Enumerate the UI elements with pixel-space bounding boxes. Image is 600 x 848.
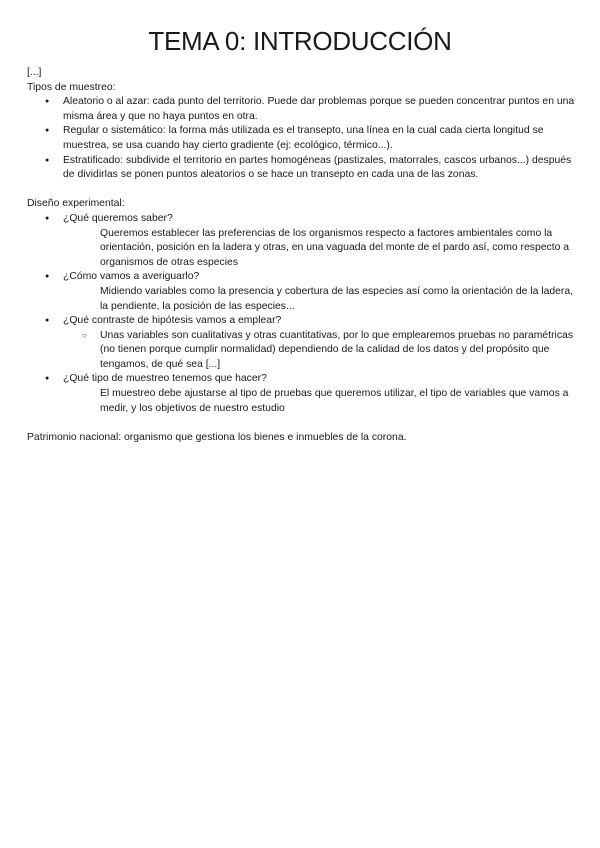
question-text: ● ¿Qué tipo de muestreo tenemos que hacer? bbox=[63, 373, 267, 385]
document-body bbox=[27, 66, 577, 445]
experimental-design-heading: Diseño experimental: bbox=[27, 198, 125, 210]
list-item: ● Aleatorio o al azar: cada punto del territorio. Puede dar problemas porque se pueden concentrar puntos en una misma área y que no haya puntos en otra. bbox=[27, 95, 577, 124]
page-title: TEMA 0: INTRODUCCIÓN bbox=[148, 26, 452, 56]
list-item bbox=[27, 314, 577, 372]
list-item bbox=[27, 212, 577, 270]
question-text: ● ¿Cómo vamos a averiguarlo? bbox=[63, 271, 200, 283]
ellipsis-marker: [...] bbox=[27, 67, 42, 78]
sampling-types-list bbox=[27, 95, 577, 183]
list-item: ● Estratificado: subdivide el territorio en partes homogéneas (pastizales, matorrales, cascos urbanos...) después de dividirlas se ponen puntos aleatorios o se hace un transepto en cada una de las zonas. bbox=[27, 154, 577, 183]
question-text: ● ¿Qué contraste de hipótesis vamos a emplear? bbox=[63, 315, 282, 327]
sub-list-item: ○ Unas variables son cualitativas y otras cuantitativas, por lo que emplearemos pruebas no paramétricas (no tienen porque cumplir normalidad) dependiendo de la calidad de los datos y del propósito que tengamos, de qué sea [...] bbox=[63, 329, 577, 373]
sampling-types-heading: Tipos de muestreo: bbox=[27, 81, 116, 93]
spacer bbox=[27, 183, 577, 198]
spacer bbox=[27, 416, 577, 431]
patrimonio-paragraph: Patrimonio nacional: organismo que gestiona los bienes e inmuebles de la corona. bbox=[27, 431, 407, 443]
list-item bbox=[27, 270, 577, 314]
list-item bbox=[27, 372, 577, 416]
answer-text: El muestreo debe ajustarse al tipo de pruebas que queremos utilizar, el tipo de variables que vamos a medir, y los objetivos de nuestro estudio bbox=[100, 388, 569, 414]
list-item: ● Regular o sistemático: la forma más utilizada es el transepto, una línea en la cual cada cierta longitud se muestrea, se usa cuando hay cierto gradiente (ej: ecológico, térmico...). bbox=[27, 124, 577, 153]
question-text: ● ¿Qué queremos saber? bbox=[63, 212, 173, 224]
answer-text: Midiendo variables como la presencia y cobertura de las especies así como la orientación de la ladera, la pendiente, la posición de las especies... bbox=[100, 285, 574, 312]
design-questions-list bbox=[27, 212, 577, 416]
answer-text: Queremos establecer las preferencias de los organismos respecto a factores ambientales como la orientación, posición en la ladera y otras, en una vaguada del monte de el pardo así, como respecto a organismos de otras especies bbox=[100, 227, 570, 268]
sub-list bbox=[63, 329, 577, 373]
